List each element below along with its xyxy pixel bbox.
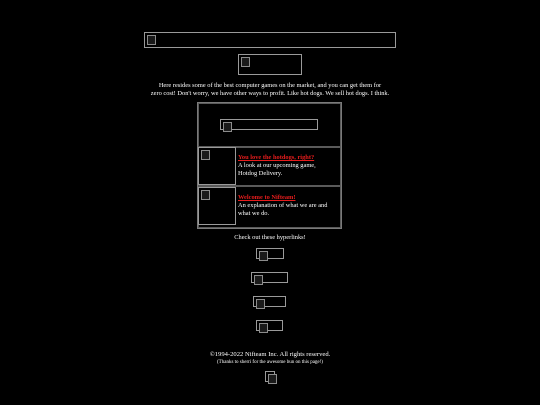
hyperlink-button-4[interactable] — [256, 320, 283, 331]
news-desc-1a: A look at our upcoming game, — [238, 162, 316, 169]
intro-line-1: Here resides some of the best computer games on the market, and you can get them for — [158, 82, 382, 89]
hyperlinks-heading: Check out these hyperlinks! — [234, 234, 306, 241]
news-item-1 — [238, 154, 340, 178]
header-banner-image — [144, 32, 396, 48]
featured-banner-image[interactable] — [220, 119, 318, 130]
footer-image — [265, 371, 275, 382]
news-link-2[interactable]: Welcome to Nifteam! — [238, 194, 296, 201]
news-thumbnail-1[interactable] — [198, 147, 236, 185]
news-desc-2b: what we do. — [238, 210, 270, 217]
hyperlink-button-1[interactable] — [256, 248, 284, 259]
news-desc-2a: An explanation of what we are and — [238, 202, 328, 209]
intro-line-2: zero cost! Don't worry, we have other ways to profit. Like hot dogs. We sell hot dogs. I think. — [150, 90, 390, 97]
intro-text — [130, 82, 410, 98]
logo-image — [238, 54, 302, 75]
hyperlink-button-2[interactable] — [251, 272, 288, 283]
news-desc-1b: Hotdog Delivery. — [238, 170, 283, 177]
news-link-1[interactable]: You love the hotdogs, right? — [238, 154, 315, 161]
news-item-2 — [238, 194, 340, 218]
news-thumbnail-2[interactable] — [198, 187, 236, 225]
hyperlink-button-3[interactable] — [253, 296, 286, 307]
footer-copyright: ©1994-2022 Nifteam Inc. All rights reserved. — [209, 351, 331, 358]
footer-thanks: (Thanks to sherri for the awesome bun on this page!) — [217, 360, 323, 365]
